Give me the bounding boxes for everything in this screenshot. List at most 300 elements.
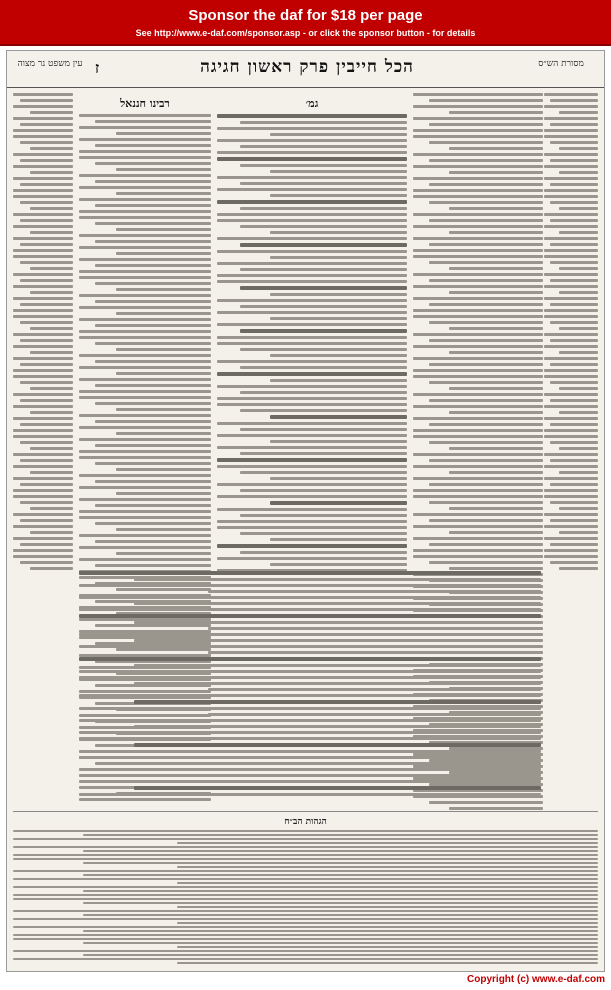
text-line: [240, 145, 407, 148]
text-line: [559, 351, 598, 354]
text-line: [240, 329, 407, 333]
text-line: [20, 279, 73, 282]
text-line: [30, 207, 73, 210]
text-line: [217, 446, 407, 449]
text-line: [270, 415, 407, 419]
text-line: [20, 363, 73, 366]
text-line: [95, 444, 211, 447]
text-line: [13, 934, 598, 936]
text-line: [116, 432, 211, 435]
text-line: [95, 264, 211, 267]
text-line: [20, 561, 73, 564]
text-line: [79, 546, 211, 549]
text-line: [270, 170, 407, 173]
text-line: [134, 700, 541, 704]
text-line: [429, 543, 543, 546]
text-line: [177, 866, 598, 868]
text-line: [413, 297, 543, 300]
text-line: [177, 962, 598, 964]
text-line: [544, 345, 598, 348]
text-line: [116, 468, 211, 471]
text-line: [30, 507, 73, 510]
text-line: [544, 309, 598, 312]
text-line: [116, 552, 211, 555]
text-line: [550, 339, 598, 342]
text-line: [240, 305, 407, 308]
text-line: [79, 768, 541, 771]
text-line: [240, 268, 407, 271]
text-line: [429, 159, 543, 162]
text-line: [217, 544, 407, 548]
text-line: [217, 557, 407, 560]
text-line: [413, 117, 543, 120]
text-line: [217, 526, 407, 529]
text-line: [544, 333, 598, 336]
text-line: [413, 153, 543, 156]
text-line: [20, 483, 73, 486]
text-line: [217, 360, 407, 363]
text-line: [83, 902, 598, 904]
text-line: [79, 571, 541, 575]
text-line: [217, 299, 407, 302]
text-line: [95, 282, 211, 285]
text-line: [550, 381, 598, 384]
text-line: [30, 411, 73, 414]
text-line: [559, 231, 598, 234]
text-line: [116, 372, 211, 375]
text-line: [413, 405, 543, 408]
text-line: [413, 555, 543, 558]
text-line: [449, 351, 543, 354]
text-line: [30, 111, 73, 114]
text-line: [79, 657, 541, 661]
text-line: [79, 306, 211, 309]
text-line: [95, 522, 211, 525]
text-line: [550, 399, 598, 402]
text-line: [116, 228, 211, 231]
text-line: [240, 514, 407, 517]
text-line: [544, 117, 598, 120]
text-line: [79, 246, 211, 249]
text-line: [13, 495, 73, 498]
text-line: [270, 231, 407, 234]
text-line: [13, 153, 73, 156]
text-line: [544, 315, 598, 318]
text-line: [413, 315, 543, 318]
commentary-heading: רבינו חננאל: [120, 97, 170, 110]
text-line: [208, 590, 541, 593]
text-line: [413, 417, 543, 420]
text-line: [550, 279, 598, 282]
text-line: [208, 627, 541, 630]
text-line: [13, 870, 598, 872]
sponsor-subtitle[interactable]: See http://www.e-daf.com/sponsor.asp - or click the sponsor button - for details: [135, 28, 476, 38]
text-line: [95, 384, 211, 387]
text-line: [134, 602, 541, 605]
text-line: [13, 177, 73, 180]
text-line: [30, 231, 73, 234]
text-line: [429, 399, 543, 402]
text-line: [544, 255, 598, 258]
text-line: [20, 303, 73, 306]
text-line: [13, 195, 73, 198]
text-line: [79, 330, 211, 333]
text-line: [13, 417, 73, 420]
text-line: [217, 157, 407, 161]
text-line: [559, 411, 598, 414]
text-line: [13, 846, 598, 848]
text-line: [20, 141, 73, 144]
text-line: [270, 379, 407, 382]
text-line: [270, 440, 407, 443]
text-line: [13, 894, 598, 896]
text-line: [83, 914, 598, 916]
text-line: [550, 459, 598, 462]
text-line: [240, 286, 407, 290]
text-line: [240, 164, 407, 167]
text-line: [116, 132, 211, 135]
text-line: [79, 614, 541, 618]
text-line: [13, 465, 73, 468]
text-line: [270, 194, 407, 197]
text-line: [30, 447, 73, 450]
text-line: [217, 458, 407, 462]
text-line: [116, 312, 211, 315]
text-line: [449, 111, 543, 114]
text-line: [95, 300, 211, 303]
text-line: [79, 793, 541, 796]
text-line: [550, 261, 598, 264]
text-line: [20, 543, 73, 546]
text-line: [550, 159, 598, 162]
text-line: [217, 483, 407, 486]
text-line: [449, 411, 543, 414]
text-line: [83, 930, 598, 932]
text-line: [13, 249, 73, 252]
text-line: [449, 291, 543, 294]
text-line: [544, 453, 598, 456]
text-line: [116, 408, 211, 411]
text-line: [116, 168, 211, 171]
text-line: [270, 293, 407, 296]
text-line: [449, 147, 543, 150]
text-line: [79, 780, 541, 783]
text-line: [217, 422, 407, 425]
text-line: [95, 180, 211, 183]
text-line: [550, 501, 598, 504]
text-line: [429, 339, 543, 342]
text-line: [79, 174, 211, 177]
text-line: [240, 489, 407, 492]
text-line: [413, 273, 543, 276]
copyright-link[interactable]: Copyright (c) www.e-daf.com: [467, 974, 605, 985]
text-line: [217, 114, 407, 118]
text-line: [20, 423, 73, 426]
text-line: [559, 447, 598, 450]
text-line: [134, 682, 541, 685]
text-line: [240, 452, 407, 455]
text-line: [30, 327, 73, 330]
text-line: [13, 225, 73, 228]
text-line: [95, 222, 211, 225]
text-line: [83, 874, 598, 876]
text-line: [13, 333, 73, 336]
text-line: [429, 201, 543, 204]
text-line: [13, 429, 73, 432]
text-line: [449, 567, 543, 570]
text-line: [20, 243, 73, 246]
text-line: [240, 366, 407, 369]
text-line: [79, 126, 211, 129]
text-line: [413, 393, 543, 396]
text-line: [79, 216, 211, 219]
text-line: [20, 201, 73, 204]
text-line: [240, 409, 407, 412]
text-line: [550, 141, 598, 144]
text-line: [544, 495, 598, 498]
text-line: [13, 129, 73, 132]
text-line: [449, 327, 543, 330]
text-line: [79, 276, 211, 279]
text-line: [413, 525, 543, 528]
text-line: [240, 428, 407, 431]
text-line: [95, 144, 211, 147]
text-line: [208, 651, 541, 654]
text-line: [217, 200, 407, 204]
text-line: [13, 405, 73, 408]
text-line: [429, 303, 543, 306]
text-line: [413, 429, 543, 432]
text-line: [544, 435, 598, 438]
text-line: [79, 198, 211, 201]
gemara-heading: גמ׳: [305, 97, 319, 110]
text-line: [429, 99, 543, 102]
text-line: [550, 219, 598, 222]
text-line: [20, 399, 73, 402]
text-line: [30, 471, 73, 474]
text-line: [134, 578, 541, 581]
footnotes-section: [13, 811, 598, 966]
text-line: [83, 834, 598, 836]
text-line: [79, 694, 541, 697]
text-line: [13, 926, 598, 928]
text-line: [20, 519, 73, 522]
text-line: [217, 465, 407, 468]
text-line: [30, 567, 73, 570]
text-line: [95, 480, 211, 483]
text-line: [13, 830, 598, 832]
text-line: [20, 183, 73, 186]
text-line: [79, 336, 211, 339]
text-line: [413, 165, 543, 168]
text-line: [544, 375, 598, 378]
text-line: [13, 898, 598, 900]
text-line: [544, 369, 598, 372]
text-line: [217, 213, 407, 216]
text-line: [449, 387, 543, 390]
text-line: [13, 345, 73, 348]
text-line: [13, 886, 598, 888]
text-line: [429, 243, 543, 246]
text-line: [79, 354, 211, 357]
text-line: [449, 207, 543, 210]
text-line: [13, 950, 598, 952]
text-line: [79, 234, 211, 237]
text-line: [550, 363, 598, 366]
text-line: [134, 762, 541, 765]
text-line: [544, 93, 598, 96]
text-line: [79, 558, 211, 561]
text-line: [79, 456, 211, 459]
text-line: [559, 471, 598, 474]
text-line: [544, 555, 598, 558]
text-line: [95, 240, 211, 243]
text-line: [134, 621, 541, 624]
text-line: [79, 156, 211, 159]
text-line: [270, 354, 407, 357]
text-line: [217, 508, 407, 511]
main-text-continuation: [79, 571, 541, 796]
footnotes-title: הגהות הב״ח: [284, 817, 327, 827]
text-line: [429, 363, 543, 366]
text-line: [544, 237, 598, 240]
text-line: [413, 249, 543, 252]
text-line: [449, 531, 543, 534]
text-line: [13, 549, 73, 552]
text-line: [544, 225, 598, 228]
text-line: [559, 567, 598, 570]
text-line: [13, 165, 73, 168]
text-line: [79, 366, 211, 369]
text-line: [550, 123, 598, 126]
sponsor-banner[interactable]: [0, 0, 611, 46]
text-line: [240, 121, 407, 124]
text-line: [240, 182, 407, 185]
text-line: [13, 525, 73, 528]
text-line: [550, 441, 598, 444]
header-right-label: מסורת הש״ס: [538, 59, 584, 69]
text-line: [217, 274, 407, 277]
text-line: [429, 459, 543, 462]
text-line: [13, 237, 73, 240]
text-line: [30, 531, 73, 534]
text-line: [240, 532, 407, 535]
text-line: [20, 219, 73, 222]
talmud-page-scan: [6, 50, 605, 972]
text-line: [559, 207, 598, 210]
text-line: [559, 291, 598, 294]
text-line: [217, 342, 407, 345]
text-line: [13, 918, 598, 920]
header-rule: [7, 87, 604, 88]
text-line: [550, 321, 598, 324]
text-line: [13, 513, 73, 516]
text-line: [79, 210, 211, 213]
text-line: [429, 561, 543, 564]
text-line: [217, 495, 407, 498]
text-line: [79, 596, 541, 599]
text-line: [217, 188, 407, 191]
text-line: [413, 237, 543, 240]
text-line: [544, 537, 598, 540]
text-line: [559, 387, 598, 390]
text-line: [79, 633, 541, 636]
text-line: [449, 447, 543, 450]
text-line: [79, 294, 211, 297]
text-line: [544, 549, 598, 552]
text-line: [413, 189, 543, 192]
text-line: [79, 270, 211, 273]
text-line: [550, 543, 598, 546]
text-line: [30, 291, 73, 294]
text-line: [79, 318, 211, 321]
text-line: [13, 309, 73, 312]
text-line: [116, 348, 211, 351]
text-line: [95, 360, 211, 363]
text-line: [30, 147, 73, 150]
text-line: [550, 201, 598, 204]
text-line: [20, 261, 73, 264]
text-line: [413, 357, 543, 360]
text-line: [270, 256, 407, 259]
text-line: [13, 878, 598, 880]
text-line: [217, 434, 407, 437]
text-line: [13, 938, 598, 940]
text-line: [95, 342, 211, 345]
text-line: [413, 495, 543, 498]
text-line: [79, 258, 211, 261]
text-line: [550, 183, 598, 186]
text-line: [413, 195, 543, 198]
text-line: [13, 375, 73, 378]
text-line: [240, 243, 407, 247]
text-line: [270, 317, 407, 320]
text-line: [429, 441, 543, 444]
text-line: [79, 510, 211, 513]
text-line: [13, 117, 73, 120]
text-line: [95, 120, 211, 123]
text-line: [79, 426, 211, 429]
page-number: ז: [95, 59, 100, 77]
text-line: [429, 261, 543, 264]
sponsor-title[interactable]: Sponsor the daf for $18 per page: [188, 7, 423, 24]
text-line: [13, 189, 73, 192]
text-line: [217, 311, 407, 314]
text-line: [177, 882, 598, 884]
text-line: [134, 664, 541, 667]
text-line: [559, 327, 598, 330]
text-line: [413, 255, 543, 258]
text-line: [429, 183, 543, 186]
text-line: [208, 688, 541, 691]
text-line: [208, 750, 541, 753]
text-line: [13, 489, 73, 492]
text-line: [13, 537, 73, 540]
text-line: [544, 165, 598, 168]
text-line: [13, 854, 598, 856]
text-line: [413, 537, 543, 540]
text-line: [429, 423, 543, 426]
text-line: [79, 719, 541, 722]
text-line: [449, 171, 543, 174]
text-line: [429, 321, 543, 324]
text-line: [550, 99, 598, 102]
text-line: [13, 297, 73, 300]
text-line: [544, 489, 598, 492]
text-line: [544, 393, 598, 396]
text-line: [13, 93, 73, 96]
text-line: [449, 267, 543, 270]
